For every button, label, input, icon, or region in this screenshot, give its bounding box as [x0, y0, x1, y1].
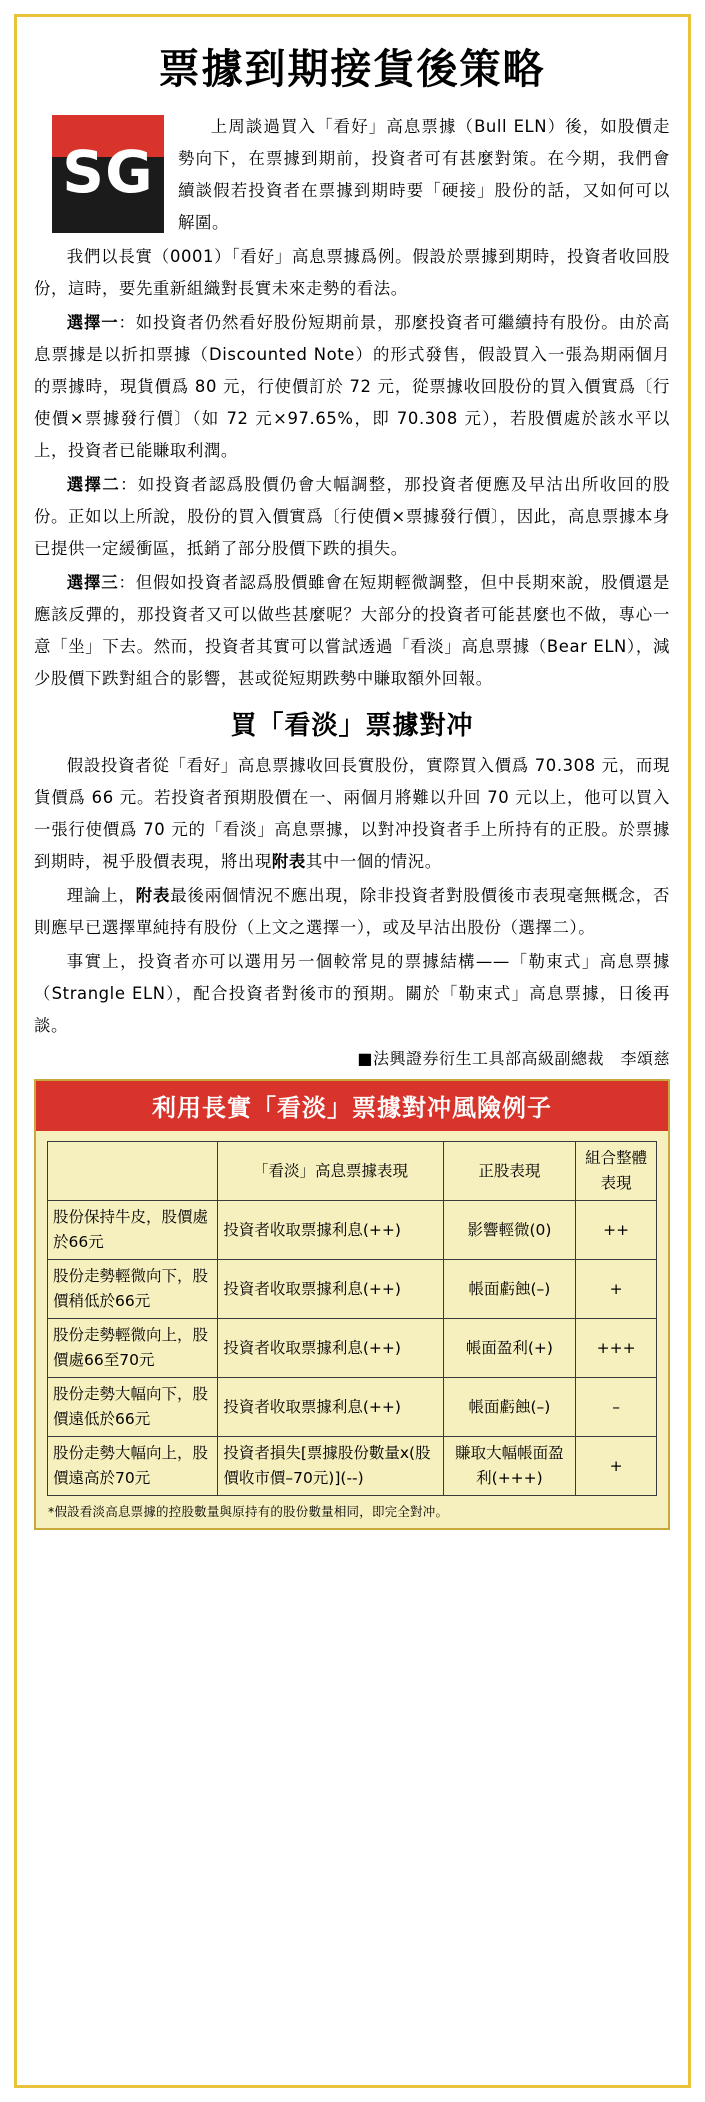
table-title: 利用長實「看淡」票據對冲風險例子: [36, 1081, 668, 1131]
cell-combo: +: [576, 1437, 657, 1496]
logo-text: SG: [62, 138, 154, 206]
section-heading: 買「看淡」票據對冲: [230, 711, 474, 741]
cell-case: 股份走勢大幅向上，股價遠高於70元: [48, 1437, 218, 1496]
cell-eln: 投資者收取票據利息(++): [218, 1378, 443, 1437]
cell-eln: 投資者收取票據利息(++): [218, 1319, 443, 1378]
paragraph-7: 理論上，附表最後兩個情況不應出現，除非投資者對股價後市表現毫無概念，否則應早已選擇單純持有股份（上文之選擇一），或及早沽出股份（選擇二）。: [34, 886, 670, 937]
table-row: [48, 1201, 657, 1260]
page-title: 票據到期接貨後策略: [158, 45, 546, 93]
cell-case: 股份保持牛皮，股價處於66元: [48, 1201, 218, 1260]
paragraph-1: 上周談過買入「看好」高息票據（Bull ELN）後，如股價走勢向下，在票據到期前，投資者可有甚麼對策。在今期，我們會續談假若投資者在票據到期時要「硬接」股份的話，又如何可以解圍。: [178, 117, 670, 232]
cell-eln: 投資者收取票據利息(++): [218, 1201, 443, 1260]
table-row: [48, 1260, 657, 1319]
paragraph-3: 選擇一：如投資者仍然看好股份短期前景，那麼投資者可繼續持有股份。由於高息票據是以折扣票據（Discounted Note）的形式發售，假設買入一張為期兩個月的票據時，現貨價爲 80 元，行使價訂於 72 元，從票據收回股份的買入價實爲〔行使價×票據發行價〕（如 72 元×97.65%，即 70.308 元），若股價處於該水平以上，投資者已能賺取利潤。: [34, 313, 670, 460]
table-row: [48, 1437, 657, 1496]
column-header-eln: 「看淡」高息票據表現: [218, 1142, 443, 1201]
paragraph-8: 事實上，投資者亦可以選用另一個較常見的票據結構——「勒束式」高息票據（Strangle ELN），配合投資者對後市的預期。關於「勒束式」高息票據，日後再談。: [34, 952, 670, 1035]
column-header-stock: 正股表現: [443, 1142, 576, 1201]
cell-eln: 投資者損失[票據股份數量x(股價收市價–70元)](--): [218, 1437, 443, 1496]
cell-stock: 帳面虧蝕(–): [443, 1260, 576, 1319]
table-row: [48, 1319, 657, 1378]
table-header-row: [48, 1142, 657, 1201]
cell-combo: –: [576, 1378, 657, 1437]
paragraph-6: 假設投資者從「看好」高息票據收回長實股份，實際買入價爲 70.308 元，而現貨價爲 66 元。若投資者預期股價在一、兩個月將難以升回 70 元以上，他可以買入一張行使價爲 70 元的「看淡」高息票據，以對冲投資者手上所持有的正股。於票據到期時，視乎股價表現，將出現附表其中一個的情況。: [34, 756, 670, 871]
paragraph-4: 選擇二：如投資者認爲股價仍會大幅調整，那投資者便應及早沽出所收回的股份。正如以上所說，股份的買入價實爲〔行使價×票據發行價〕，因此，高息票據本身已提供一定緩衝區，抵銷了部分股價下跌的損失。: [34, 475, 670, 558]
paragraph-5: 選擇三：但假如投資者認爲股價雖會在短期輕微調整，但中長期來說，股價還是應該反彈的，那投資者又可以做些甚麼呢？大部分的投資者可能甚麼也不做，專心一意「坐」下去。然而，投資者其實可以嘗試透過「看淡」高息票據（Bear ELN），減少股價下跌對組合的影響，甚或從短期跌勢中賺取額外回報。: [34, 573, 670, 688]
table-footnote: *假設看淡高息票據的控股數量與原持有的股份數量相同，即完全對冲。: [48, 1504, 449, 1519]
author-byline: ■法興證券衍生工具部高級副總裁 李頌慈: [357, 1049, 670, 1068]
cell-stock: 影響輕微(0): [443, 1201, 576, 1260]
cell-case: 股份走勢輕微向上，股價處66至70元: [48, 1319, 218, 1378]
cell-combo: ++: [576, 1201, 657, 1260]
cell-combo: +: [576, 1260, 657, 1319]
cell-case: 股份走勢輕微向下，股價稍低於66元: [48, 1260, 218, 1319]
cell-case: 股份走勢大幅向下，股價遠低於66元: [48, 1378, 218, 1437]
table-row: [48, 1378, 657, 1437]
cell-combo: +++: [576, 1319, 657, 1378]
column-header-combo: 組合整體表現: [576, 1142, 657, 1201]
cell-stock: 賺取大幅帳面盈利(+++): [443, 1437, 576, 1496]
example-table-panel: [34, 1079, 670, 1530]
paragraph-2: 我們以長實（0001）「看好」高息票據爲例。假設於票據到期時，投資者收回股份，這時，要先重新組織對長實未來走勢的看法。: [34, 247, 670, 298]
sg-logo: [52, 115, 164, 233]
cell-stock: 帳面虧蝕(–): [443, 1378, 576, 1437]
cell-eln: 投資者收取票據利息(++): [218, 1260, 443, 1319]
column-header-case: [48, 1142, 218, 1201]
hedge-example-table: [47, 1141, 657, 1496]
article-column: [34, 32, 670, 1530]
cell-stock: 帳面盈利(+): [443, 1319, 576, 1378]
